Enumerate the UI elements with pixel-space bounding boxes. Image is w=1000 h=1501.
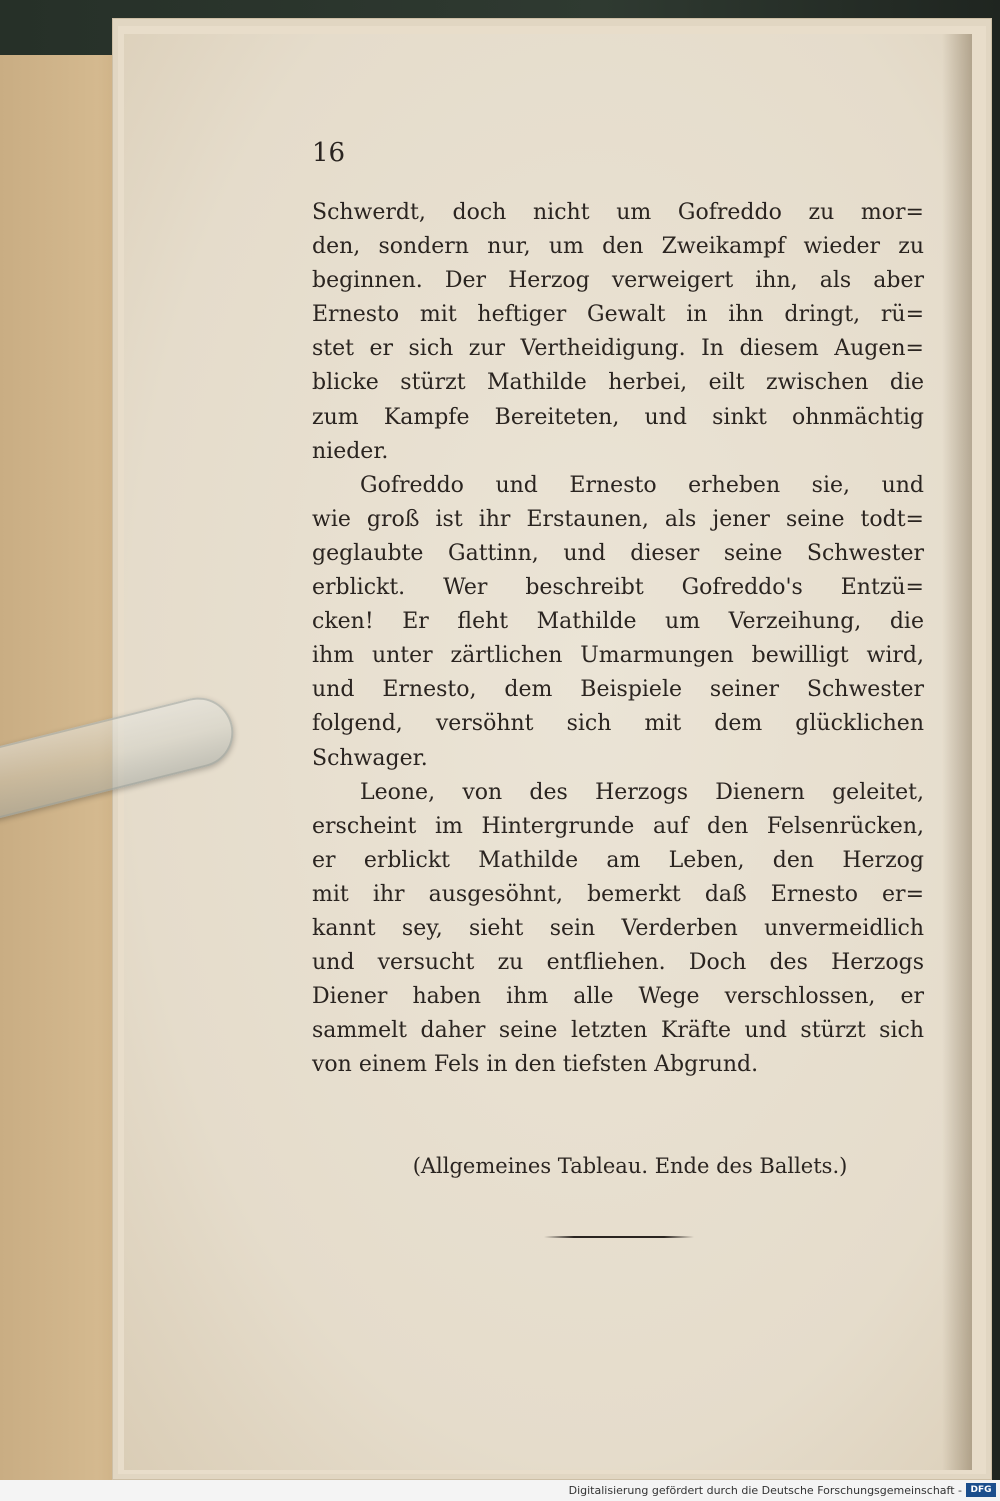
text-line: wie groß ist ihr Erstaunen, als jener seine todt= [312,506,924,532]
text-line: stet er sich zur Vertheidigung. In diesem Augen= [312,336,924,362]
text-line: Diener haben ihm alle Wege verschlossen, er [312,984,924,1010]
text-line: nieder. [312,438,389,464]
text-line: Schwerdt, doch nicht um Gofreddo zu mor= [312,200,924,225]
text-line: er erblickt Mathilde am Leben, den Herzog [312,847,924,873]
text-line: cken! Er fleht Mathilde um Verzeihung, die [312,609,924,635]
closing-note: (Allgemeines Tableau. Ende des Ballets.) [412,1154,848,1178]
body-text [312,196,924,1082]
text-line: Schwager. [312,745,428,771]
text-line: Leone, von des Herzogs Dienern geleitet, [360,779,924,805]
end-rule [544,1236,694,1238]
text-line: Gofreddo und Ernesto erheben sie, und [360,472,924,498]
dfg-logo-icon: DFG [966,1483,996,1497]
text-line: und Ernesto, dem Beispiele seiner Schwester [312,677,924,703]
gutter-shadow [942,34,972,1470]
text-line: kannt sey, sieht sein Verderben unvermeidlich [312,915,924,941]
text-line: Ernesto mit heftiger Gewalt in ihn dringt, rü= [312,302,924,328]
text-line: mit ihr ausgesöhnt, bemerkt daß Ernesto er= [312,881,924,907]
text-line: den, sondern nur, um den Zweikampf wieder zu [312,234,924,260]
text-line: und versucht zu entfliehen. Doch des Herzogs [312,950,924,976]
text-line: ihm unter zärtlichen Umarmungen bewilligt wird, [312,643,924,669]
paragraph-1 [312,196,924,469]
footer-bar [0,1480,1000,1501]
paragraph-3 [312,776,924,1083]
text-line: folgend, versöhnt sich mit dem glücklichen [312,711,924,737]
text-line: zum Kampfe Bereiteten, und sinkt ohnmächtig [312,404,924,430]
text-line: erscheint im Hintergrunde auf den Felsenrücken, [312,813,924,839]
text-line: sammelt daher seine letzten Kräfte und stürzt sich [312,1018,924,1044]
text-line: beginnen. Der Herzog verweigert ihn, als aber [312,268,924,294]
text-line: geglaubte Gattinn, und dieser seine Schwester [312,540,924,566]
page-number: 16 [312,138,346,168]
text-line: von einem Fels in den tiefsten Abgrund. [312,1052,759,1078]
text-line: erblickt. Wer beschreibt Gofreddo's Entzü= [312,575,924,601]
text-line: blicke stürzt Mathilde herbei, eilt zwischen die [312,370,924,396]
paragraph-2 [312,469,924,776]
footer-credit: Digitalisierung gefördert durch die Deutsche Forschungsgemeinschaft - [568,1484,962,1497]
